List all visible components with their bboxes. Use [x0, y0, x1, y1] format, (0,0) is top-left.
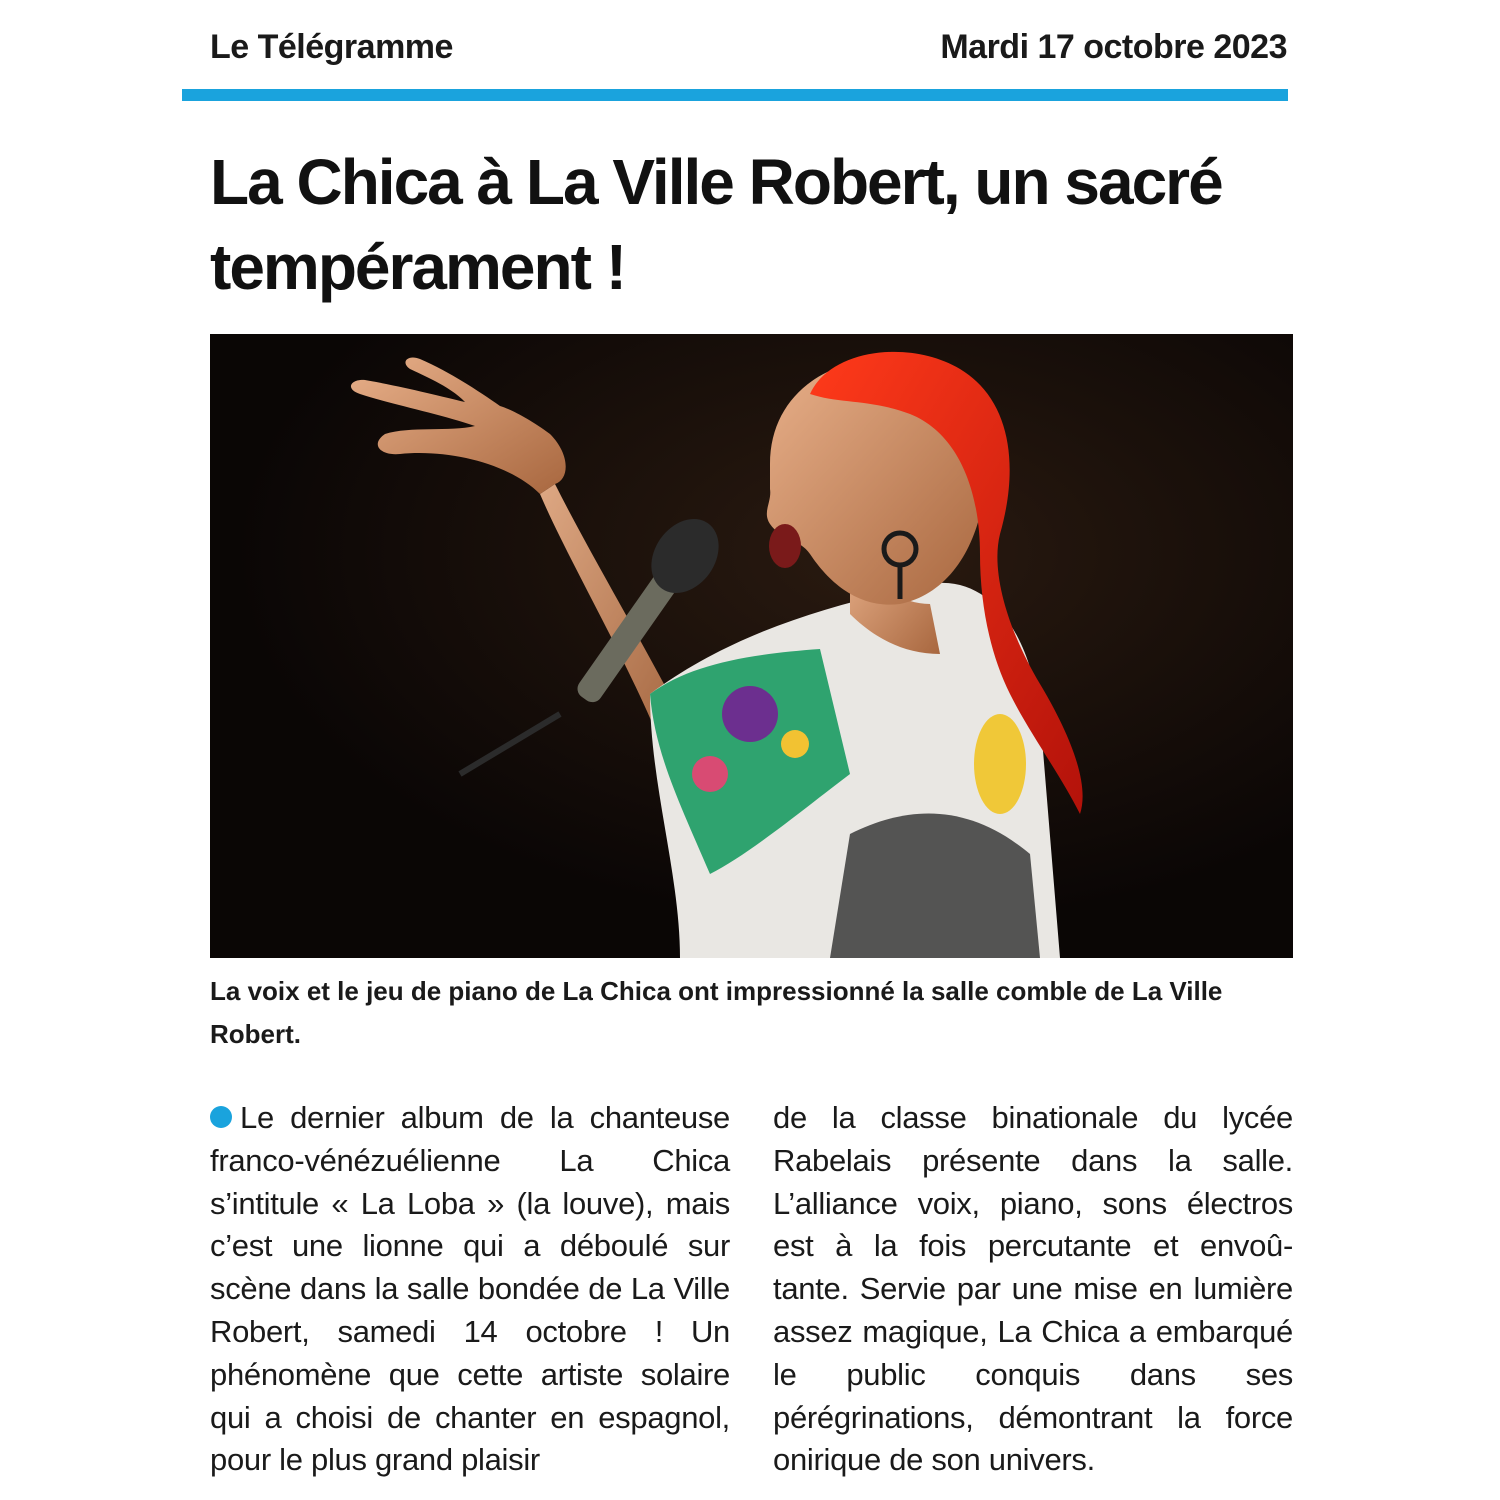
masthead: [210, 28, 1287, 76]
issue-date: Mardi 17 octobre 2023: [940, 28, 1287, 66]
concert-singer-illustration: [210, 334, 1293, 958]
newspaper-name: Le Télégramme: [210, 28, 453, 66]
article-body-column-left: [210, 1097, 730, 1482]
article-body-left-text: Le dernier album de la chanteuse franco-vénézuélienne La Chica s’intitule « La Loba » (la louve), mais c’est une lionne qui a déboulé sur scène dans la salle bondée de La Ville Robert, samedi 14 octobre ! Un phénomène que cette artiste solaire qui a choisi de chanter en espagnol, pour le plus grand plaisir: [210, 1100, 730, 1478]
article-body-column-right: de la classe binationale du lycée Rabelais présente dans la salle. L’alliance voix, piano, sons électros est à la fois percutante et envoû- tante. Servie par une mise en lumière assez magique, La Chica a embarqué le public conquis dans ses pérégrinations, démontrant la force onirique de son univers.: [773, 1100, 1293, 1478]
article-headline: La Chica à La Ville Robert, un sacré tempérament !: [210, 146, 1222, 303]
article-photo: [210, 334, 1293, 958]
header-rule: [182, 89, 1288, 101]
photo-caption: La voix et le jeu de piano de La Chica ont impressionné la salle comble de La Ville Robert.: [210, 976, 1223, 1049]
bullet-icon: [210, 1106, 232, 1128]
